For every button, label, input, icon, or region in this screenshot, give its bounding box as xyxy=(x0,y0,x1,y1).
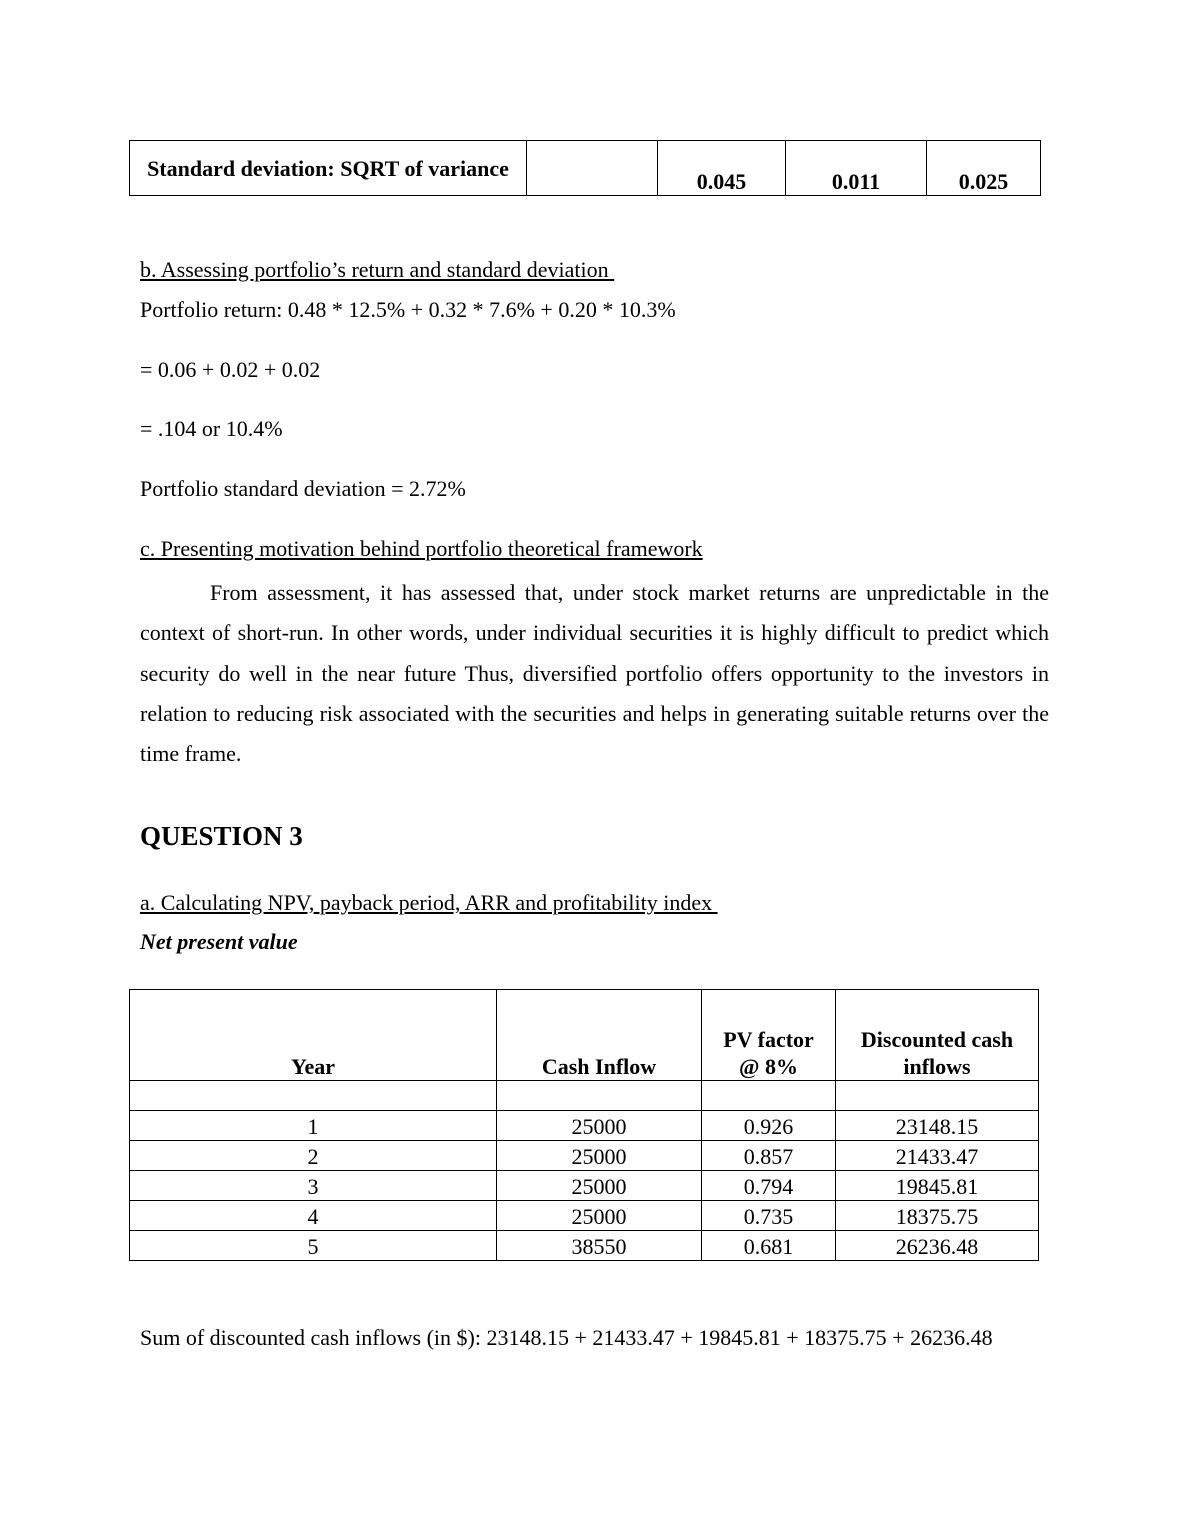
cash-inflow-cell: 25000 xyxy=(497,1111,702,1141)
pv-factor-cell: 0.857 xyxy=(702,1141,836,1171)
row-label: Standard deviation: SQRT of variance xyxy=(130,141,527,196)
motivation-paragraph: From assessment, it has assessed that, under stock market returns are unpredictable in the context of short-run. In other words, under individual securities it is highly difficult to predict which security do well in the near future Thus, diversified portfolio offers opportunity to the investors in relation to reducing risk associated with the securities and helps in generating suitable returns over the time frame. xyxy=(140,580,1049,767)
pv-factor-cell: 0.735 xyxy=(702,1201,836,1231)
section-c-heading: c. Presenting motivation behind portfolio theoretical framework xyxy=(140,536,703,561)
year-cell: 3 xyxy=(130,1171,497,1201)
header-pv-factor: PV factor @ 8% xyxy=(702,990,836,1081)
table-cell: 0.011 xyxy=(786,141,927,196)
section-b-heading: b. Assessing portfolio’s return and standard deviation xyxy=(140,257,615,282)
table-row-blank xyxy=(130,1081,1039,1111)
pv-factor-cell: 0.926 xyxy=(702,1111,836,1141)
pv-factor-cell: 0.681 xyxy=(702,1231,836,1261)
discounted-cell: 19845.81 xyxy=(836,1171,1039,1201)
header-cash-inflow: Cash Inflow xyxy=(497,990,702,1081)
table-row xyxy=(130,1231,1039,1261)
header-discounted-cash-inflows: Discounted cash inflows xyxy=(836,990,1039,1081)
question-3-subheading: a. Calculating NPV, payback period, ARR and profitability index xyxy=(140,890,718,915)
year-cell: 5 xyxy=(130,1231,497,1261)
sum-discounted-line: Sum of discounted cash inflows (in $): 23148.15 + 21433.47 + 19845.81 + 18375.75 + 26236.48 xyxy=(140,1325,993,1350)
table-row xyxy=(130,1201,1039,1231)
npv-table xyxy=(129,989,1039,1261)
discounted-cell: 23148.15 xyxy=(836,1111,1039,1141)
cash-inflow-cell: 25000 xyxy=(497,1141,702,1171)
question-3-title: QUESTION 3 xyxy=(140,821,303,851)
discounted-cell: 18375.75 xyxy=(836,1201,1039,1231)
table-cell xyxy=(527,141,658,196)
header-year: Year xyxy=(130,990,497,1081)
table-row xyxy=(130,1111,1039,1141)
year-cell: 4 xyxy=(130,1201,497,1231)
year-cell: 2 xyxy=(130,1141,497,1171)
portfolio-return-line: Portfolio return: 0.48 * 12.5% + 0.32 * 7.6% + 0.20 * 10.3% xyxy=(140,297,676,322)
npv-subtitle: Net present value xyxy=(140,929,298,954)
table-row xyxy=(130,1141,1039,1171)
table-cell: 0.045 xyxy=(658,141,786,196)
calculation-line: = 0.06 + 0.02 + 0.02 xyxy=(140,357,321,382)
result-line: = .104 or 10.4% xyxy=(140,416,283,441)
cash-inflow-cell: 25000 xyxy=(497,1171,702,1201)
table-row xyxy=(130,141,1041,196)
discounted-cell: 26236.48 xyxy=(836,1231,1039,1261)
portfolio-sd-line: Portfolio standard deviation = 2.72% xyxy=(140,476,466,501)
year-cell: 1 xyxy=(130,1111,497,1141)
table-row xyxy=(130,1171,1039,1201)
cash-inflow-cell: 25000 xyxy=(497,1201,702,1231)
table-cell: 0.025 xyxy=(927,141,1041,196)
standard-deviation-table xyxy=(129,140,1041,196)
discounted-cell: 21433.47 xyxy=(836,1141,1039,1171)
table-header-row xyxy=(130,990,1039,1081)
pv-factor-cell: 0.794 xyxy=(702,1171,836,1201)
cash-inflow-cell: 38550 xyxy=(497,1231,702,1261)
